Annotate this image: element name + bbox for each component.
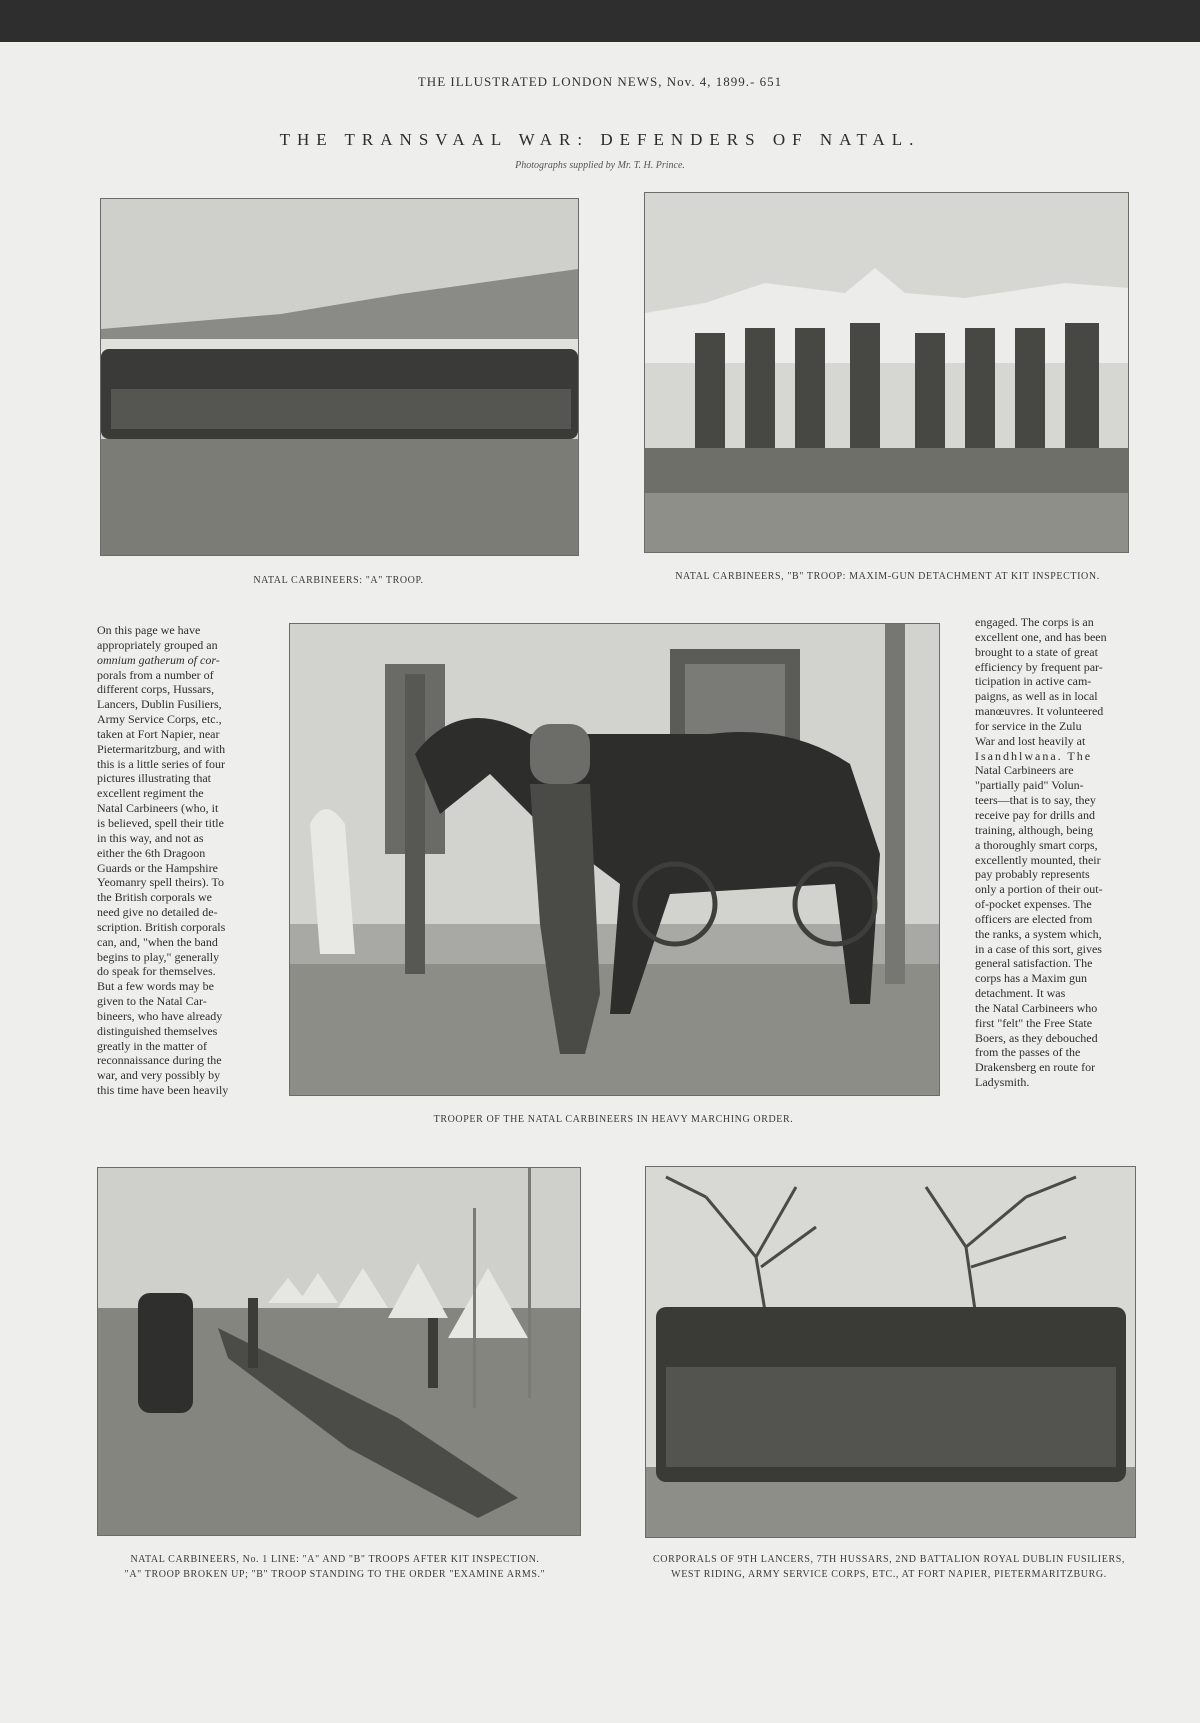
- article-line: general satisfaction. The: [975, 956, 1093, 971]
- photo-b-troop: [644, 192, 1129, 553]
- article-left-column: [97, 623, 251, 1098]
- article-line: taken at Fort Napier, near: [97, 726, 220, 741]
- article-line: war, and very possibly by: [97, 1068, 221, 1083]
- article-line: in this way, and not as: [97, 830, 204, 845]
- article-line: "partially paid" Volun-: [975, 778, 1084, 793]
- article-line: Drakensberg en route for: [975, 1060, 1096, 1075]
- caption-corporals: [628, 1552, 1150, 1582]
- article-line: Ladysmith.: [975, 1075, 1030, 1090]
- article-line: omnium gatherum of cor-: [97, 652, 220, 667]
- article-line: in a case of this sort, gives: [975, 941, 1102, 956]
- page-title: THE TRANSVAAL WAR: DEFENDERS OF NATAL.: [279, 130, 921, 149]
- article-line: excellently mounted, their: [975, 852, 1101, 867]
- article-line: Yeomanry spell theirs). To: [97, 875, 225, 890]
- article-line: the ranks, a system which,: [975, 926, 1102, 941]
- article-line: training, although, being: [975, 822, 1093, 837]
- article-line: excellent one, and has been: [975, 629, 1107, 644]
- photo-credit: Photographs supplied by Mr. T. H. Prince.: [515, 160, 685, 171]
- article-line: porals from a number of: [97, 667, 214, 682]
- article-line: Natal Carbineers (who, it: [97, 801, 219, 816]
- photo-a-troop: [100, 198, 579, 556]
- article-line: need give no detailed de-: [97, 905, 218, 920]
- article-line: bineers, who have already: [97, 1008, 223, 1023]
- caption-corporals-1: CORPORALS OF 9TH LANCERS, 7TH HUSSARS, 2ND BATTALION ROYAL DUBLIN FUSILIERS,: [653, 1554, 1125, 1565]
- article-line: this is a little series of four: [97, 756, 225, 771]
- article-line: manœuvres. It volunteered: [975, 704, 1104, 719]
- article-line: distinguished themselves: [97, 1023, 218, 1038]
- article-line: for service in the Zulu: [975, 718, 1082, 733]
- article-line: different corps, Hussars,: [97, 682, 215, 697]
- article-right-column: [975, 615, 1137, 1090]
- article-line: is believed, spell their title: [97, 815, 224, 830]
- article-line: But a few words may be: [97, 979, 214, 994]
- caption-trooper: TROOPER OF THE NATAL CARBINEERS IN HEAVY MARCHING ORDER.: [433, 1114, 794, 1125]
- article-line: greatly in the matter of: [97, 1038, 207, 1053]
- article-line: ticipation in active cam-: [975, 674, 1092, 689]
- article-line: scription. British corporals: [97, 919, 226, 934]
- article-line: reconnaissance during the: [97, 1053, 222, 1068]
- caption-a-troop: NATAL CARBINEERS: "A" TROOP.: [253, 575, 424, 586]
- article-line: do speak for themselves.: [97, 964, 216, 979]
- photo-corporals: [645, 1166, 1136, 1538]
- article-line: detachment. It was: [975, 986, 1066, 1001]
- article-line: receive pay for drills and: [975, 807, 1095, 822]
- caption-corporals-2: WEST RIDING, ARMY SERVICE CORPS, ETC., AT FORT NAPIER, PIETERMARITZBURG.: [671, 1569, 1107, 1580]
- article-line: pictures illustrating that: [97, 771, 211, 786]
- article-line: this time have been heavily: [97, 1083, 229, 1098]
- article-line: given to the Natal Car-: [97, 994, 207, 1009]
- article-line: Lancers, Dublin Fusiliers,: [97, 697, 222, 712]
- article-line: from the passes of the: [975, 1045, 1081, 1060]
- article-line: Boers, as they debouched: [975, 1030, 1098, 1045]
- article-line: War and lost heavily at: [975, 733, 1086, 748]
- article-line: either the 6th Dragoon: [97, 845, 206, 860]
- photo-line: [97, 1167, 581, 1536]
- article-line: brought to a state of great: [975, 644, 1098, 659]
- caption-b-troop: NATAL CARBINEERS, "B" TROOP: MAXIM-GUN DETACHMENT AT KIT INSPECTION.: [675, 571, 1100, 582]
- caption-line: [70, 1552, 600, 1582]
- article-line: excellent regiment the: [97, 786, 204, 801]
- article-line: Natal Carbineers are: [975, 763, 1074, 778]
- article-line: begins to play," generally: [97, 949, 220, 964]
- article-line: Army Service Corps, etc.,: [97, 712, 222, 727]
- photo-trooper: [289, 623, 940, 1096]
- article-line: appropriately grouped an: [97, 637, 218, 652]
- article-line: Guards or the Hampshire: [97, 860, 218, 875]
- article-line: officers are elected from: [975, 911, 1093, 926]
- article-line: a thoroughly smart corps,: [975, 837, 1098, 852]
- article-line: pay probably represents: [975, 867, 1090, 882]
- article-line: Pietermaritzburg, and with: [97, 741, 226, 756]
- article-line: paigns, as well as in local: [975, 689, 1098, 704]
- article-line: engaged. The corps is an: [975, 615, 1094, 629]
- article-line: only a portion of their out-: [975, 882, 1103, 897]
- article-line: teers—that is to say, they: [975, 793, 1096, 808]
- article-line: the British corporals we: [97, 890, 212, 905]
- article-line: can, and, "when the band: [97, 934, 218, 949]
- article-line: corps has a Maxim gun: [975, 971, 1087, 986]
- article-line: efficiency by frequent par-: [975, 659, 1103, 674]
- article-line: first "felt" the Free State: [975, 1015, 1093, 1030]
- article-line: of-pocket expenses. The: [975, 897, 1092, 912]
- caption-line-2: "A" TROOP BROKEN UP; "B" TROOP STANDING TO THE ORDER "EXAMINE ARMS.": [124, 1569, 546, 1580]
- article-line: the Natal Carbineers who: [975, 1000, 1098, 1015]
- article-line: Isandhlwana. The: [975, 748, 1093, 763]
- running-head: THE ILLUSTRATED LONDON NEWS, Nov. 4, 1899.- 651: [417, 74, 783, 89]
- caption-line-1: NATAL CARBINEERS, No. 1 LINE: "A" AND "B" TROOPS AFTER KIT INSPECTION.: [130, 1554, 540, 1565]
- article-line: On this page we have: [97, 623, 201, 637]
